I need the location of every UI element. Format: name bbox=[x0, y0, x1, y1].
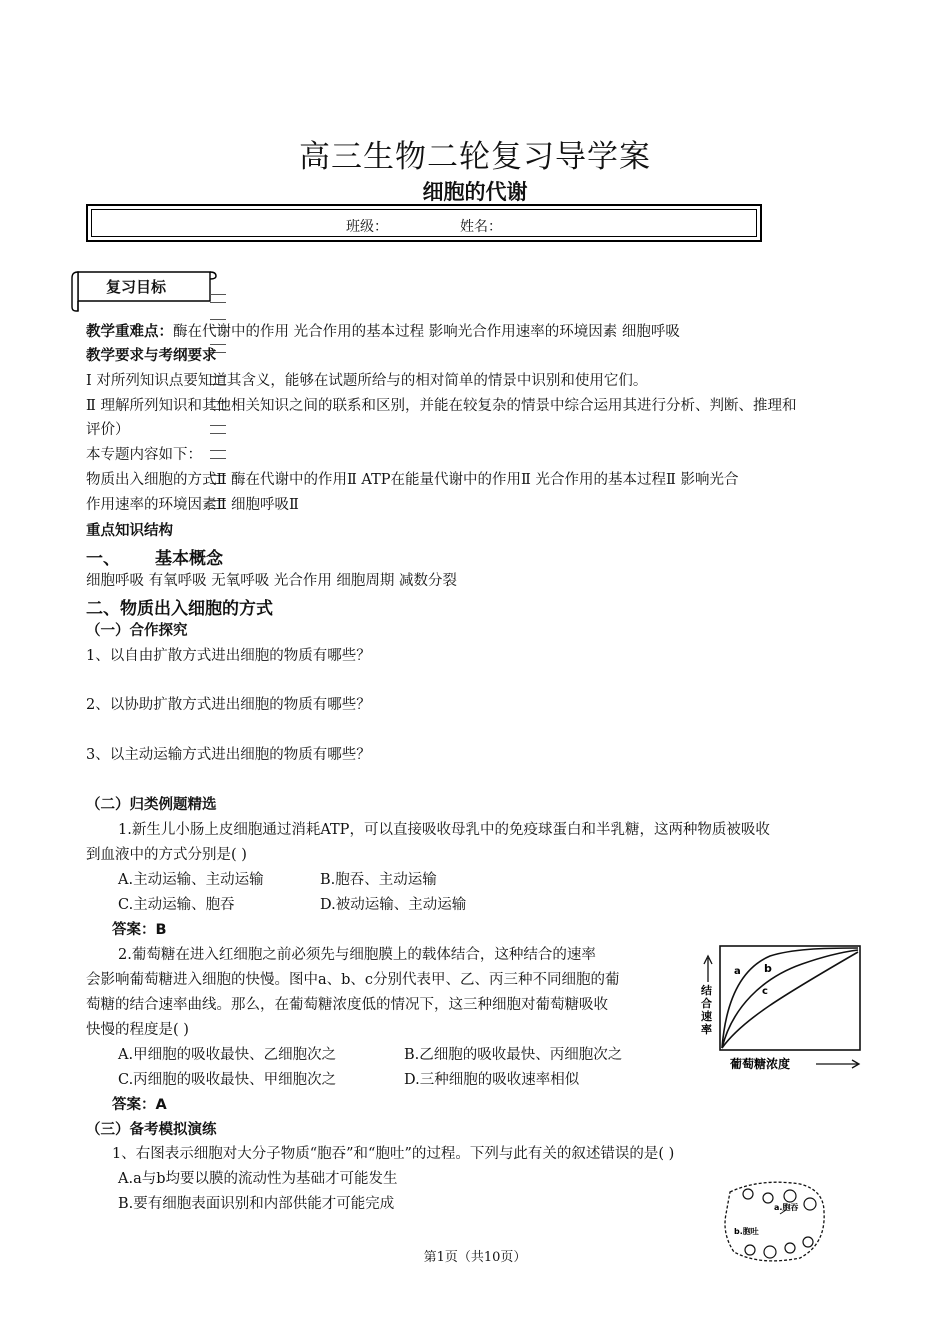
example-1-option-b: B.胞吞、主动运输 bbox=[320, 872, 437, 888]
class-label: 班级： bbox=[346, 219, 388, 235]
practice-1-option-b: B.要有细胞表面识别和内部供能才可能完成 bbox=[118, 1196, 395, 1212]
y-axis-label-1: 结 bbox=[701, 984, 712, 997]
curve-c bbox=[722, 952, 858, 1048]
question-1: 1、以自由扩散方式进出细胞的物质有哪些？ bbox=[86, 648, 371, 664]
requirement-1: Ⅰ 对所列知识点要知道其含义，能够在试题所给与的相对简单的情景中识别和使用它们。 bbox=[86, 373, 648, 389]
basic-concepts: 细胞呼吸 有氧呼吸 无氧呼吸 光合作用 细胞周期 减数分裂 bbox=[86, 573, 458, 589]
practice-1-question: 1、右图表示细胞对大分子物质“胞吞”和“胞吐”的过程。下列与此有关的叙述错误的是( ) bbox=[112, 1146, 675, 1162]
example-1-line-2: 到血液中的方式分别是( ) bbox=[86, 847, 247, 863]
example-2-option-d: D.三种细胞的吸收速率相似 bbox=[404, 1072, 580, 1088]
content-list-cont: 作用速率的环境因素Ⅱ 细胞呼吸Ⅱ bbox=[86, 497, 299, 513]
y-axis-label-4: 率 bbox=[701, 1023, 712, 1036]
example-1-answer: 答案：B bbox=[112, 922, 167, 938]
subsection-practice: （三）备考模拟演练 bbox=[86, 1122, 217, 1138]
example-1-line-1: 1.新生儿小肠上皮细胞通过消耗ATP，可以直接吸收母乳中的免疫球蛋白和半乳糖，这两种物质被吸收 bbox=[118, 822, 770, 838]
requirement-2-cont: 评价） bbox=[86, 422, 130, 438]
example-1-option-a: A.主动运输、主动运输 bbox=[118, 872, 264, 888]
review-goals-badge bbox=[70, 267, 210, 305]
subsection-cooperative: （一）合作探究 bbox=[86, 623, 188, 639]
content-intro: 本专题内容如下： bbox=[86, 447, 202, 463]
key-points-label: 教学重难点： bbox=[86, 324, 173, 340]
page-number: 第1页（共10页） bbox=[423, 1250, 527, 1265]
key-points-line bbox=[86, 320, 680, 344]
example-2-option-a: A.甲细胞的吸收最快、乙细胞次之 bbox=[118, 1047, 337, 1063]
question-2: 2、以协助扩散方式进出细胞的物质有哪些？ bbox=[86, 697, 371, 713]
example-1-option-c: C.主动运输、胞吞 bbox=[118, 897, 235, 913]
content-list: 物质出入细胞的方式Ⅱ 酶在代谢中的作用Ⅱ ATP在能量代谢中的作用Ⅱ 光合作用的基本过程Ⅱ 影响光合 bbox=[86, 472, 739, 488]
example-2-option-c: C.丙细胞的吸收最快、甲细胞次之 bbox=[118, 1072, 337, 1088]
key-points-text: 酶在代谢中的作用 光合作用的基本过程 影响光合作用速率的环境因素 细胞呼吸 bbox=[173, 324, 680, 340]
curve-b-label: b bbox=[764, 962, 772, 975]
structure-heading: 重点知识结构 bbox=[86, 523, 173, 539]
x-axis-label: 葡萄糖浓度 bbox=[730, 1057, 791, 1071]
y-axis-label-3: 速 bbox=[701, 1010, 712, 1023]
example-2-line-3: 萄糖的结合速率曲线。那么，在葡萄糖浓度低的情况下，这三种细胞对葡萄糖吸收 bbox=[86, 997, 608, 1013]
example-2-answer: 答案：A bbox=[112, 1097, 167, 1113]
review-goals-label: 复习目标 bbox=[106, 278, 167, 296]
section-2-heading: 二、物质出入细胞的方式 bbox=[86, 599, 273, 619]
section-1-number: 一、 bbox=[86, 549, 120, 569]
requirements-heading: 教学要求与考纲要求 bbox=[86, 348, 217, 364]
y-axis-label-2: 合 bbox=[701, 997, 712, 1010]
example-2-line-1: 2.葡萄糖在进入红细胞之前必须先与细胞膜上的载体结合，这种结合的速率 bbox=[118, 947, 596, 963]
exocytosis-label: b.胞吐 bbox=[734, 1227, 759, 1236]
document-title: 高三生物二轮复习导学案 bbox=[299, 139, 651, 175]
example-1-option-d: D.被动运输、主动运输 bbox=[320, 897, 467, 913]
subsection-examples: （二）归类例题精选 bbox=[86, 797, 217, 813]
binding-rate-graph bbox=[692, 938, 872, 1078]
document-subtitle: 细胞的代谢 bbox=[422, 180, 528, 204]
binding-rate-figure bbox=[692, 938, 872, 1078]
example-2-line-2: 会影响葡萄糖进入细胞的快慢。图中a、b、c分别代表甲、乙、丙三种不同细胞的葡 bbox=[86, 972, 620, 988]
question-3: 3、以主动运输方式进出细胞的物质有哪些？ bbox=[86, 747, 371, 763]
example-2-option-b: B.乙细胞的吸收最快、丙细胞次之 bbox=[404, 1047, 623, 1063]
curve-a-label: a bbox=[734, 966, 741, 977]
curve-c-label: c bbox=[762, 986, 768, 997]
student-info-box bbox=[86, 204, 762, 242]
example-2-line-4: 快慢的程度是( ) bbox=[86, 1022, 189, 1038]
section-1-heading: 基本概念 bbox=[155, 549, 223, 569]
name-label: 姓名： bbox=[460, 219, 502, 235]
endocytosis-label: a.胞吞 bbox=[774, 1203, 799, 1212]
requirement-2: Ⅱ 理解所列知识和其他相关知识之间的联系和区别，并能在较复杂的情景中综合运用其进行分析、判断、推理和 bbox=[86, 398, 797, 414]
practice-1-option-a: A.a与b均要以膜的流动性为基础才可能发生 bbox=[118, 1171, 398, 1187]
